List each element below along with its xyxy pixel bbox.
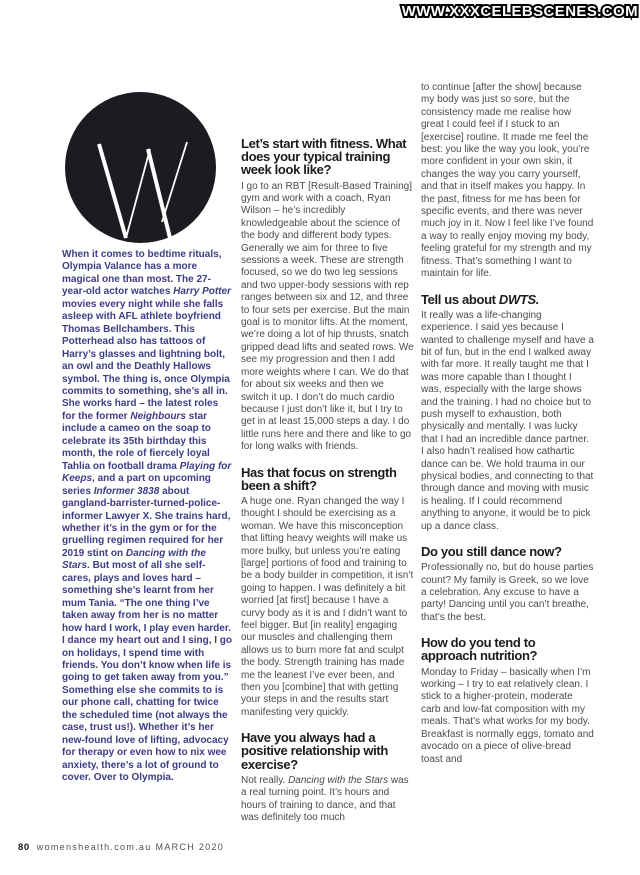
question-heading-dance-now: Do you still dance now? [421, 544, 562, 560]
question-heading-nutrition: How do you tend to approach nutrition? [421, 635, 538, 664]
interview-column-right [421, 82, 594, 766]
footer-site-url: womenshealth.com.au [36, 842, 152, 852]
page-number: 80 [18, 842, 30, 853]
answer-paragraph-fitness: I go to an RBT [Result-Based Training] gym and work with a coach, Ryan Wilson – he’s incredibly knowledgeable about the science of the body and different body types. Generally we aim for three to five sessions a week. These are strength focused, so we do two leg sessions and two upper-body sessions with rep ranges between six and 12, and three to four sets per exercise. But the main goal is to monitor lifts. At the moment, we’re doing a lot of hip thrusts, snatch gripped dead lifts and seated rows. We see my progression and then I add more weights where I can. We do that for about six weeks and then we switch it up. I don’t do much cardio because I just don’t like it, but I try to get in at least 15,000 steps a day. I do little runs here and there and like to go for long walks with friends. [241, 180, 414, 453]
masthead-w-logo [65, 92, 216, 243]
answer-paragraph-continuation: to continue [after the show] because my body was just so sore, but the consistency made me realise how great I could feel if I stuck to an [exercise] routine. It made me feel the best: you like the way you look, you’re more confident in your own skin, it changes the way you carry yourself, and that in itself makes you happy. In the past, fitness for me has been for specific events, and there was never much joy in it. Now I feel like I’ve found a way to really enjoy moving my body, feeling grateful for my strength and my fitness. That’s something I want to maintain for life. [421, 82, 594, 280]
answer-paragraph-dance-now: Professionally no, but do house parties count? My family is Greek, so we love a celebration. Any excuse to have a party! Dancing until you can’t breathe, that’s the best. [421, 562, 594, 623]
footer-issue-date: MARCH 2020 [155, 842, 225, 852]
interview-column-middle [241, 137, 414, 825]
answer-paragraph-nutrition: Monday to Friday – basically when I’m working – I try to eat relatively clean. I stick to a higher-protein, moderate carb and low-fat composition with my meals. That’s what works for my body. Breakfast is normally eggs, tomato and avocado on a piece of olive-bread toast and [421, 666, 594, 765]
question-heading-exercise-relationship: Have you always had a positive relationship with exercise? [241, 730, 388, 772]
intro-paragraph: When it comes to bedtime rituals, Olympia Valance has a more magical one than most. The 27-year-old actor watches Harry Potter movies every night while she falls asleep with AFL athlete boyfriend Thomas Bellchambers. This Potterhead also has tattoos of Harry’s glasses and lightning bolt, an owl and the Deathly Hallows symbol. The thing is, once Olympia commits to something, she’s all in. She works hard – the latest roles for the former Neighbours star include a cameo on the soap to celebrate its 35th birthday this month, the role of fiercely loyal Tahlia on football drama Playing for Keeps, and a part on upcoming series Informer 3838 about gangland-barrister-turned-police-informer Lawyer X. She trains hard, whether it’s in the gym or for the gruelling regimen required for her 2019 stint on Dancing with the Stars. But most of all she self-cares, plays and loves hard – something she’s learnt from her mum Tania. “The one thing I’ve taken away from her is no matter how hard I work, I play even harder. I dance my heart out and I sing, I go on holidays, I spend time with friends. You don’t know when life is going to get taken away from you.” Something else she commits to is our phone call, chatting for twice the scheduled time (not always the case, trust us!). Whether it’s her new-found love of lifting, advocacy for therapy or even how to nix wee anxiety, there’s a lot of ground to cover. Over to Olympia. [62, 249, 233, 784]
answer-paragraph-strength-shift: A huge one. Ryan changed the way I thought I should be exercising as a woman. We have this misconception that lifting heavy weights will make us more bulky, but unless you’re eating [large] portions of food and training to be a body builder in competition, it isn’t going to happen. I was definitely a bit worried [at first] because I have a curvy body as it is and I didn’t want to feel bigger. But [in reality] engaging our muscles and challenging them allows us to burn more fat and sculpt the body. Strength training has made me the leanest I’ve ever been, and then you [combine] that with getting your steps in and the results start manifesting very quickly. [241, 495, 414, 718]
answer-paragraph-dwts: It really was a life-changing experience. I said yes because I wanted to challenge myself and have a bit of fun, but in the end I walked away with far more. It really taught me that I was more capable than I thought I was, especially with the large shows and the training. I had no choice but to push myself to exhaustion, both physically and mentally. I was lucky that I had an incredible dance partner. I also hadn’t realised how cathartic dance can be. We hold trauma in our physical bodies, and connecting to that through dance and moving with music is healing. If I could recommend anything to anyone, it would be to pick up a dance class. [421, 309, 594, 532]
question-heading-dwts: Tell us about DWTS. [421, 291, 540, 307]
question-heading-fitness: Let’s start with fitness. What does your typical training week look like? [241, 136, 407, 178]
w-letter-mark [65, 92, 216, 243]
answer-paragraph-exercise-relationship: Not really. Dancing with the Stars was a real turning point. It’s hours and hours of training to dance, and that was definitely too much [241, 774, 409, 824]
page-footer [18, 842, 224, 853]
question-heading-strength-shift: Has that focus on strength been a shift? [241, 464, 397, 493]
watermark-text: WWW.XXXCELEBSCENES.COM [401, 3, 638, 20]
